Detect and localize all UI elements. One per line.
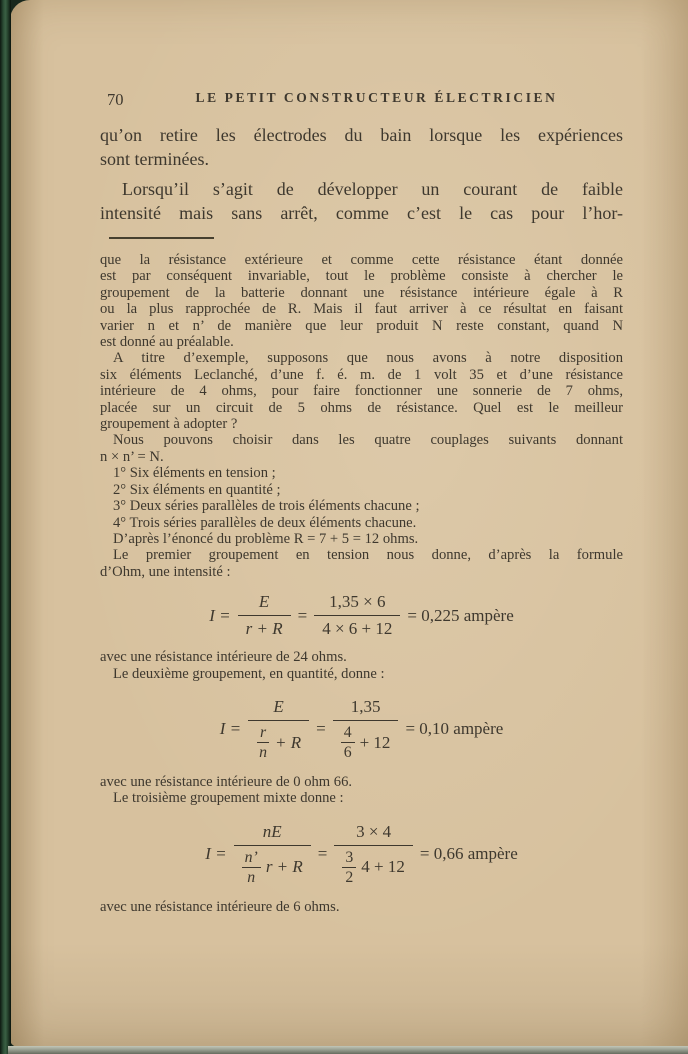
text-line: groupement à adopter ? <box>100 416 238 433</box>
text-line: intérieure de 4 ohms, pour faire fonctionner une sonnerie de 7 ohms, <box>100 383 623 400</box>
text-line: Nous pouvons choisir dans les quatre couplages suivants donnant <box>113 432 623 449</box>
text-line: 1° Six éléments en tension ; <box>113 465 276 482</box>
text-line: 3° Deux séries parallèles de trois éléments chacune ; <box>113 498 420 515</box>
footnote-text-2 <box>100 649 623 682</box>
formula-tension <box>100 592 623 639</box>
equals-sign: = <box>316 719 326 738</box>
footnote-separator <box>109 237 214 239</box>
running-title: LE PETIT CONSTRUCTEUR ÉLECTRICIEN <box>195 90 558 105</box>
text-line: Le premier groupement en tension nous donne, d’après la formule <box>113 547 623 564</box>
text-line: groupement de la batterie donnant une résistance intérieure égale à R <box>100 284 623 301</box>
formula-lhs: I = <box>209 605 231 625</box>
text-line: avec une résistance intérieure de 24 ohms. <box>100 649 347 666</box>
fraction-symbolic: nE n’ n r + R <box>234 822 311 886</box>
text-line: varier n et n’ de manière que leur produit N reste constant, quand N <box>100 317 623 334</box>
book-binding-edge <box>0 0 11 1054</box>
text-line: ou la plus rapprochée de R. Mais il faut arriver à ce résultat en faisant <box>100 301 623 318</box>
fraction-symbolic: $\frac{E}{r + R}$ <box>238 592 291 639</box>
footnote-text-3 <box>100 774 623 807</box>
text-line: D’après l’énoncé du problème R = 7 + 5 = 12 ohms. <box>113 530 419 547</box>
body-paragraph-2 <box>100 178 623 225</box>
text-line: que la résistance extérieure et comme cette résistance étant donnée <box>100 252 623 268</box>
text-line: sont terminées. <box>100 148 209 169</box>
nested-fraction: 3 2 <box>342 849 356 886</box>
nested-fraction: n’ n <box>242 849 261 886</box>
formula-mixte <box>100 822 623 886</box>
fraction-numeric: 3 × 4 3 2 4 + 12 <box>334 822 413 886</box>
formula-quantite <box>100 697 623 761</box>
nested-fraction: r n <box>256 724 270 761</box>
text-line: Lorsqu’il s’agit de développer un courant de faible <box>122 179 623 199</box>
text-line: n × n’ = N. <box>100 448 164 465</box>
fraction-numeric: 1,35 4 6 + 12 <box>333 697 399 761</box>
fraction-symbolic: E r n + R <box>248 697 309 761</box>
text-line: six éléments Leclanché, d’une f. é. m. de 1 volt 35 et d’une résistance <box>100 366 623 383</box>
formula-result: = 0,10 ampère <box>405 719 504 738</box>
formula-lhs: I = <box>205 843 227 863</box>
formula-result: = 0,66 ampère <box>419 843 518 863</box>
text-line: d’Ohm, une intensité : <box>100 563 231 580</box>
nested-fraction: 4 6 <box>341 724 355 761</box>
text-line: 4° Trois séries parallèles de deux éléments chacune. <box>113 514 417 531</box>
page-bottom-edge <box>8 1046 688 1054</box>
text-line: avec une résistance intérieure de 6 ohms. <box>100 899 340 915</box>
equals-sign: = <box>317 843 328 863</box>
text-line: 2° Six éléments en quantité ; <box>113 481 281 498</box>
text-column <box>100 90 623 915</box>
text-line: placée sur un circuit de 5 ohms de résistance. Quel est le meilleur <box>100 399 623 416</box>
formula-lhs: I = <box>219 719 242 738</box>
text-line: intensité mais sans arrêt, comme c’est le cas pour l’hor- <box>100 202 623 223</box>
formula-result: = 0,225 ampère <box>407 605 514 625</box>
footnote-text-4 <box>100 899 623 915</box>
text-line: A titre d’exemple, supposons que nous avons à notre disposition <box>113 350 623 367</box>
text-line: Le troisième groupement mixte donne : <box>113 790 344 807</box>
text-line: Le deuxième groupement, en quantité, donne : <box>113 665 385 682</box>
text-line: avec une résistance intérieure de 0 ohm 66. <box>100 774 353 791</box>
running-header <box>100 90 623 108</box>
text-line: qu’on retire les électrodes du bain lorsque les expériences <box>100 125 623 145</box>
body-paragraph-1 <box>100 124 623 171</box>
page-number: 70 <box>107 90 124 109</box>
fraction-numeric: $\frac{1,35 \times 6}{4 \times 6 + 12}$ <box>314 592 400 639</box>
text-line: est donné au préalable. <box>100 334 234 351</box>
paper-page <box>10 0 688 1047</box>
text-line: est par conséquent invariable, tout le problème consiste à chercher le <box>100 268 623 285</box>
equals-sign: = <box>297 605 308 625</box>
footnote-text-1 <box>100 252 623 580</box>
